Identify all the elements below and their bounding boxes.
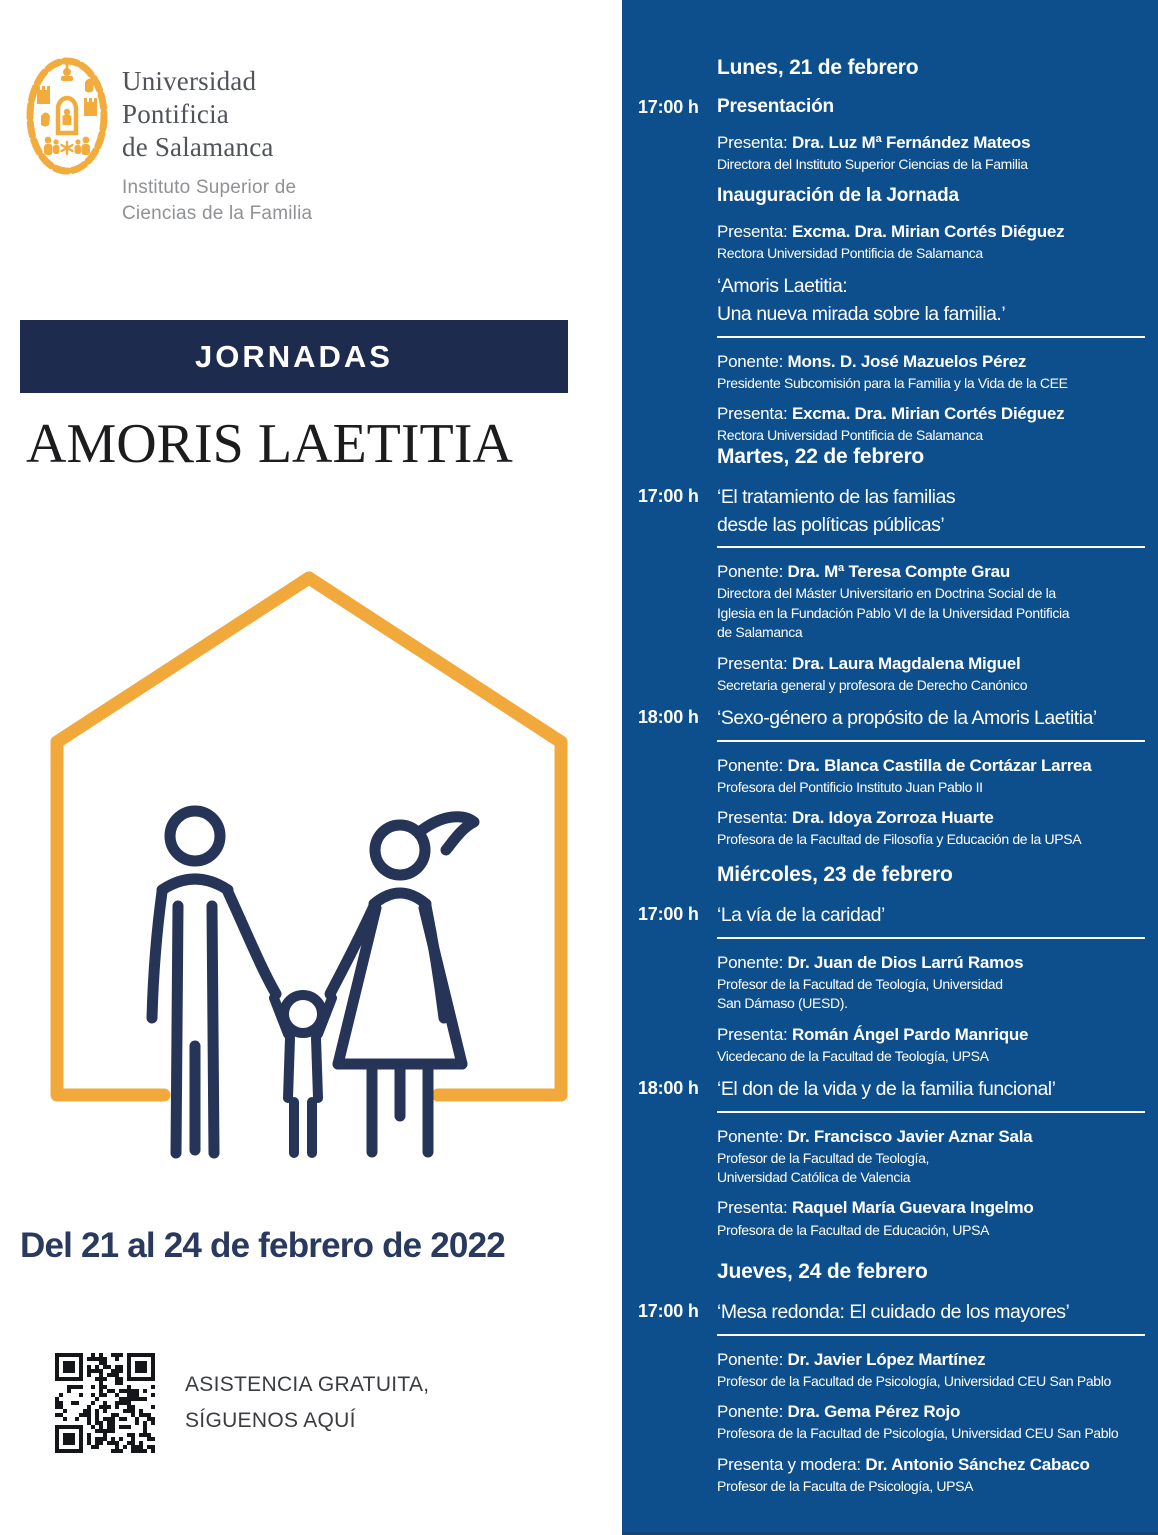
person-description-line: Presidente Subcomisión para la Familia y la Vida de la CEE [717, 374, 1068, 391]
session-title [717, 484, 1145, 548]
row-content [717, 1126, 1145, 1198]
day-header-content [717, 863, 1145, 902]
person-role-label: Ponente: [717, 1349, 788, 1369]
session-row [638, 484, 1145, 561]
person-block [717, 351, 1145, 392]
day-header-spacer [638, 56, 717, 95]
person-role-label: Presenta: [717, 132, 792, 152]
institute-name-line: Ciencias de la Familia [122, 203, 313, 224]
row-content [717, 1401, 1145, 1453]
person-block [717, 221, 1145, 262]
session-time [638, 1126, 717, 1198]
person-description-line: Rectora Universidad Pontificia de Salamanca [717, 427, 983, 444]
row-content [717, 902, 1145, 952]
session-time [638, 755, 717, 807]
schedule-day [638, 1260, 1145, 1506]
session-time: 18:00 h [638, 1077, 699, 1098]
session-time [638, 952, 717, 1024]
person-description-line: Universidad Católica de Valencia [717, 1169, 911, 1186]
person-row [638, 561, 1145, 652]
person-role-line [717, 351, 1145, 373]
person-name: Dra. Idoya Zorroza Huarte [792, 808, 994, 828]
person-role-line [717, 653, 1145, 675]
person-role-label: Ponente: [717, 755, 788, 775]
row-content [717, 1454, 1145, 1506]
session-title [717, 902, 1145, 939]
row-content [717, 484, 1145, 561]
person-name: Raquel María Guevara Ingelmo [792, 1198, 1034, 1218]
qr-section [55, 1353, 429, 1453]
row-content [717, 1076, 1145, 1126]
jornadas-banner-label: JORNADAS [195, 338, 393, 374]
person-description-line: Profesora del Pontificio Instituto Juan Pablo II [717, 778, 983, 795]
session-time: 17:00 h [638, 486, 699, 506]
day-header-spacer [638, 1260, 717, 1299]
person-block [717, 1454, 1145, 1495]
person-row [638, 1401, 1145, 1453]
person-role-label: Presenta: [717, 404, 792, 424]
person-name: Dr. Antonio Sánchez Cabaco [865, 1454, 1090, 1474]
person-role-label: Presenta: [717, 808, 792, 828]
session-title-line: ‘El don de la vida y de la familia funcional’ [717, 1077, 1056, 1100]
person-name: Excma. Dra. Mirian Cortés Diéguez [792, 221, 1065, 241]
person-role-line [717, 1126, 1145, 1148]
session-time [638, 184, 717, 221]
session-title [717, 184, 1145, 209]
day-header-spacer [638, 863, 717, 902]
person-role-label: Ponente: [717, 351, 788, 371]
jornadas-banner [20, 320, 568, 393]
person-row [638, 807, 1145, 859]
university-emblem-icon [25, 55, 109, 177]
person-role-line [717, 132, 1145, 154]
row-content [717, 273, 1145, 350]
person-block [717, 1349, 1145, 1390]
person-row [638, 132, 1145, 184]
person-role-label: Presenta: [717, 221, 792, 241]
person-row [638, 755, 1145, 807]
session-title [717, 1299, 1145, 1336]
schedule-day [638, 56, 1145, 456]
session-time [638, 1401, 717, 1453]
person-role-line [717, 221, 1145, 243]
person-block [717, 653, 1145, 694]
session-time [638, 351, 717, 403]
session-title-line: Presentación [717, 96, 834, 117]
person-role-line [717, 1401, 1145, 1423]
row-content [717, 351, 1145, 403]
row-content [717, 132, 1145, 184]
person-name: Dr. Juan de Dios Larrú Ramos [787, 952, 1024, 972]
session-row [638, 184, 1145, 221]
person-description-line: Iglesia en la Fundación Pablo VI de la Universidad Pontificia [717, 604, 1070, 621]
day-header-spacer [638, 445, 717, 484]
person-description-line: de Salamanca [717, 624, 803, 641]
session-time [638, 221, 717, 273]
person-description-line: Profesora de la Facultad de Psicología, Universidad CEU San Pablo [717, 1425, 1119, 1442]
person-role-line [717, 1197, 1145, 1219]
day-header-row [638, 1260, 1145, 1299]
session-row [638, 902, 1145, 952]
person-name: Román Ángel Pardo Manrique [792, 1024, 1029, 1044]
row-content [717, 755, 1145, 807]
person-role-label: Presenta y modera: [717, 1454, 866, 1474]
day-header-content [717, 445, 1145, 484]
session-title-line: ‘Amoris Laetitia: [717, 275, 848, 298]
row-content [717, 952, 1145, 1024]
person-description-line: Directora del Instituto Superior Ciencias de la Familia [717, 155, 1028, 172]
person-block [717, 755, 1145, 796]
main-title: AMORIS LAETITIA [26, 413, 513, 475]
person-block [717, 561, 1145, 641]
person-block [717, 1126, 1145, 1187]
person-description-line: Rectora Universidad Pontificia de Salamanca [717, 244, 983, 261]
day-header-content [717, 56, 1145, 95]
person-name: Dra. Mª Teresa Compte Grau [787, 562, 1010, 582]
day-title: Jueves, 24 de febrero [717, 1260, 928, 1283]
person-name: Dr. Francisco Javier Aznar Sala [787, 1126, 1033, 1146]
person-name: Mons. D. José Mazuelos Pérez [787, 351, 1027, 371]
person-row [638, 1024, 1145, 1076]
row-content [717, 1349, 1145, 1401]
university-title-line: de Salamanca [122, 132, 274, 162]
session-title-line: ‘La vía de la caridad’ [717, 904, 885, 926]
person-description-line: Profesora de la Facultad de Filosofía y Educación de la UPSA [717, 831, 1082, 848]
session-time [638, 1197, 717, 1249]
person-block [717, 1024, 1145, 1065]
session-time [638, 561, 717, 652]
session-title [717, 1076, 1145, 1113]
session-time [638, 1349, 717, 1401]
person-role-line [717, 807, 1145, 829]
session-title-line: Inauguración de la Jornada [717, 185, 959, 207]
row-content [717, 95, 1145, 132]
session-title-line: ‘El tratamiento de las familias [717, 486, 956, 508]
row-content [717, 561, 1145, 652]
person-role-line [717, 561, 1145, 583]
person-role-label: Presenta: [717, 1024, 792, 1044]
institute-name-line: Instituto Superior de [122, 177, 297, 198]
person-row [638, 952, 1145, 1024]
person-block [717, 952, 1145, 1013]
person-description-line: Profesora de la Facultad de Educación, UPSA [717, 1221, 990, 1238]
person-role-line [717, 1349, 1145, 1371]
person-description-line: Profesor de la Faculta de Psicología, UPSA [717, 1477, 974, 1494]
person-name: Dr. Javier López Martínez [787, 1349, 986, 1369]
session-title-line: Una nueva mirada sobre la familia.’ [717, 302, 1006, 325]
university-name [122, 55, 312, 227]
person-row [638, 1349, 1145, 1401]
person-description-line: Profesor de la Facultad de Psicología, Universidad CEU San Pablo [717, 1372, 1111, 1389]
institute-name [122, 175, 312, 227]
row-content [717, 705, 1145, 755]
qr-caption-line: SÍGUENOS AQUÍ [185, 1409, 356, 1432]
person-description-line: Vicedecano de la Facultad de Teología, UPSA [717, 1047, 989, 1064]
session-time [638, 807, 717, 859]
person-row [638, 1197, 1145, 1249]
session-row [638, 273, 1145, 350]
session-title [717, 273, 1145, 337]
person-name: Dra. Luz Mª Fernández Mateos [792, 132, 1031, 152]
university-title [122, 65, 312, 164]
person-name: Dra. Gema Pérez Rojo [787, 1402, 961, 1422]
session-row [638, 705, 1145, 755]
row-content [717, 1024, 1145, 1076]
person-block [717, 1401, 1145, 1442]
session-title [717, 95, 1145, 120]
row-content [717, 221, 1145, 273]
person-row [638, 221, 1145, 273]
person-role-line [717, 1454, 1145, 1476]
day-title: Martes, 22 de febrero [717, 445, 925, 468]
person-role-label: Presenta: [717, 1198, 792, 1218]
person-role-label: Ponente: [717, 952, 788, 972]
session-time [638, 653, 717, 705]
schedule-day [638, 445, 1145, 860]
schedule-panel [622, 0, 1158, 1535]
person-block [717, 807, 1145, 848]
university-title-line: Universidad [122, 66, 257, 96]
day-header-row [638, 863, 1145, 902]
qr-code [55, 1353, 155, 1453]
person-role-line [717, 952, 1145, 974]
day-header-content [717, 1260, 1145, 1299]
person-role-label: Ponente: [717, 1126, 788, 1146]
person-description-line: Secretaria general y profesora de Derecho Canónico [717, 676, 1028, 693]
university-logo [25, 55, 312, 227]
family-house-illustration [36, 556, 580, 1168]
session-time [638, 1454, 717, 1506]
session-time: 18:00 h [638, 707, 699, 727]
person-role-line [717, 403, 1145, 425]
person-row [638, 653, 1145, 705]
person-description-line: Directora del Máster Universitario en Doctrina Social de la [717, 585, 1056, 602]
person-row [638, 1126, 1145, 1198]
person-block [717, 132, 1145, 173]
session-row [638, 95, 1145, 132]
person-row [638, 1454, 1145, 1506]
qr-caption [185, 1367, 429, 1439]
row-content [717, 1197, 1145, 1249]
row-content [717, 653, 1145, 705]
person-role-label: Presenta: [717, 653, 792, 673]
day-title: Miércoles, 23 de febrero [717, 863, 953, 886]
session-title-line: desde las políticas públicas’ [717, 513, 945, 536]
person-name: Dra. Laura Magdalena Miguel [792, 653, 1021, 673]
qr-caption-line: ASISTENCIA GRATUITA, [185, 1373, 430, 1396]
person-role-line [717, 755, 1145, 777]
person-role-line [717, 1024, 1145, 1046]
session-row [638, 1076, 1145, 1126]
person-block [717, 403, 1145, 444]
session-title [717, 705, 1145, 742]
schedule-day [638, 863, 1145, 1250]
person-role-label: Ponente: [717, 1402, 788, 1422]
person-name: Excma. Dra. Mirian Cortés Diéguez [792, 404, 1065, 424]
row-content [717, 807, 1145, 859]
day-header-row [638, 56, 1145, 95]
row-content [717, 1299, 1145, 1349]
person-description-line: San Dámaso (UESD). [717, 995, 848, 1012]
session-time [638, 1024, 717, 1076]
session-title-line: ‘Sexo-género a propósito de la Amoris Laetitia’ [717, 707, 1097, 729]
session-title-line: ‘Mesa redonda: El cuidado de los mayores’ [717, 1301, 1070, 1323]
row-content [717, 184, 1145, 221]
session-time: 17:00 h [638, 904, 699, 924]
day-title: Lunes, 21 de febrero [717, 56, 919, 79]
day-header-row [638, 445, 1145, 484]
session-time: 17:00 h [638, 97, 699, 117]
date-range: Del 21 al 24 de febrero de 2022 [20, 1226, 505, 1265]
person-row [638, 351, 1145, 403]
session-time [638, 132, 717, 184]
person-description-line: Profesor de la Facultad de Teología, Universidad [717, 975, 1003, 992]
person-block [717, 1197, 1145, 1238]
person-name: Dra. Blanca Castilla de Cortázar Larrea [787, 755, 1092, 775]
session-time [638, 273, 717, 350]
person-description-line: Profesor de la Facultad de Teología, [717, 1149, 930, 1166]
session-time: 17:00 h [638, 1301, 699, 1321]
person-role-label: Ponente: [717, 562, 788, 582]
university-title-line: Pontificia [122, 99, 229, 129]
session-row [638, 1299, 1145, 1349]
